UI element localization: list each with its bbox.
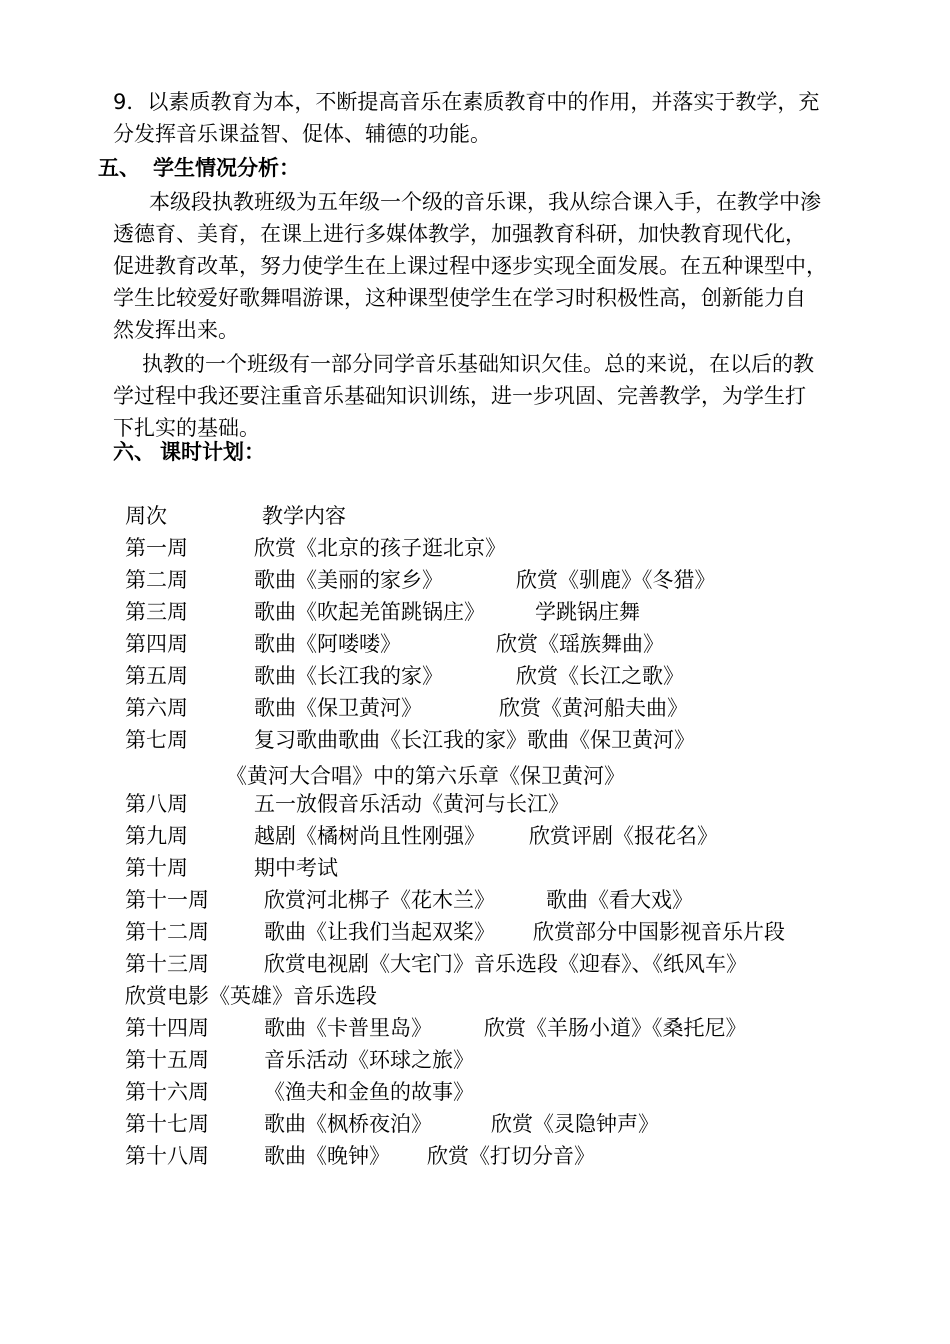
para1-line: 本级段执教班级为五年级一个级的音乐课，我从综合课入手，在教学中渗 xyxy=(149,190,821,214)
schedule-content: 欣赏《北京的孩子逛北京》 xyxy=(254,536,506,560)
schedule-content: 《黄河大合唱》中的第六乐章《保卫黄河》 xyxy=(226,764,625,788)
schedule-content: 欣赏电视剧《大宅门》音乐选段《迎春》、《纸风车》 xyxy=(264,952,747,976)
schedule-content: 期中考试 xyxy=(254,856,338,880)
schedule-content: 歌曲《长江我的家》 xyxy=(254,664,443,688)
schedule-content-extra: 欣赏《打切分音》 xyxy=(427,1144,595,1168)
schedule-week: 第五周 xyxy=(125,664,188,688)
schedule-content: 欣赏电影《英雄》音乐选段 xyxy=(125,984,377,1008)
schedule-week: 第三周 xyxy=(125,600,188,624)
schedule-content-extra: 欣赏《瑶族舞曲》 xyxy=(496,632,664,656)
schedule-week: 第十三周 xyxy=(125,952,209,976)
schedule-content-extra: 欣赏《驯鹿》《冬猎》 xyxy=(516,568,716,592)
para1-line: 然发挥出来。 xyxy=(113,318,239,342)
para2-line: 下扎实的基础。 xyxy=(113,416,260,440)
schedule-content-extra: 学跳锅庄舞 xyxy=(535,600,640,624)
schedule-week: 第九周 xyxy=(125,824,188,848)
item9-line1: 9．以素质教育为本，不断提高音乐在素质教育中的作用，并落实于教学，充 xyxy=(113,90,820,114)
schedule-content: 《渔夫和金鱼的故事》 xyxy=(264,1080,474,1104)
schedule-content: 歌曲《阿喽喽》 xyxy=(254,632,401,656)
schedule-content: 音乐活动《环球之旅》 xyxy=(264,1048,474,1072)
schedule-week: 第八周 xyxy=(125,792,188,816)
schedule-week: 第十六周 xyxy=(125,1080,209,1104)
schedule-content: 歌曲《美丽的家乡》 xyxy=(254,568,443,592)
schedule-week: 第六周 xyxy=(125,696,188,720)
schedule-content-extra: 欣赏部分中国影视音乐片段 xyxy=(533,920,785,944)
schedule-content-extra: 欣赏《羊肠小道》《桑托尼》 xyxy=(484,1016,747,1040)
item9-line2: 分发挥音乐课益智、促体、辅德的功能。 xyxy=(113,122,491,146)
schedule-content: 歌曲《保卫黄河》 xyxy=(254,696,422,720)
schedule-header-week: 周次 xyxy=(125,504,167,528)
section6-number: 六、 xyxy=(113,440,155,464)
schedule-content-extra: 欣赏《黄河船夫曲》 xyxy=(499,696,688,720)
para1-line: 学生比较爱好歌舞唱游课，这种课型使学生在学习时积极性高，创新能力自 xyxy=(113,286,806,310)
schedule-content-extra: 欣赏《长江之歌》 xyxy=(516,664,684,688)
schedule-content-extra: 歌曲《看大戏》 xyxy=(546,888,693,912)
schedule-content-extra: 欣赏评剧《报花名》 xyxy=(529,824,718,848)
section6-title: 课时计划： xyxy=(160,440,265,464)
para1-line: 透德育、美育，在课上进行多媒体教学，加强教育科研，加快教育现代化， xyxy=(113,222,806,246)
section5-title: 学生情况分析： xyxy=(153,156,300,180)
para2-line: 学过程中我还要注重音乐基础知识训练，进一步巩固、完善教学，为学生打 xyxy=(113,384,806,408)
schedule-week: 第七周 xyxy=(125,728,188,752)
schedule-content: 歌曲《让我们当起双桨》 xyxy=(264,920,495,944)
schedule-week: 第十八周 xyxy=(125,1144,209,1168)
schedule-content: 歌曲《晚钟》 xyxy=(264,1144,390,1168)
schedule-week: 第十五周 xyxy=(125,1048,209,1072)
schedule-content: 歌曲《卡普里岛》 xyxy=(264,1016,432,1040)
schedule-content: 歌曲《枫桥夜泊》 xyxy=(264,1112,432,1136)
schedule-week: 第十二周 xyxy=(125,920,209,944)
schedule-week: 第十一周 xyxy=(125,888,209,912)
schedule-week: 第十周 xyxy=(125,856,188,880)
schedule-content: 越剧《橘树尚且性刚强》 xyxy=(254,824,485,848)
schedule-content: 五一放假音乐活动《黄河与长江》 xyxy=(254,792,569,816)
schedule-content: 歌曲《吹起羌笛跳锅庄》 xyxy=(254,600,485,624)
schedule-week: 第一周 xyxy=(125,536,188,560)
schedule-content: 欣赏河北梆子《花木兰》 xyxy=(264,888,495,912)
schedule-week: 第十七周 xyxy=(125,1112,209,1136)
schedule-week: 第十四周 xyxy=(125,1016,209,1040)
schedule-header-content: 教学内容 xyxy=(262,504,346,528)
para2-line: 执教的一个班级有一部分同学音乐基础知识欠佳。总的来说，在以后的教 xyxy=(142,352,814,376)
schedule-week: 第二周 xyxy=(125,568,188,592)
schedule-content: 复习歌曲歌曲《长江我的家》歌曲《保卫黄河》 xyxy=(254,728,695,752)
section5-number: 五、 xyxy=(98,156,140,180)
schedule-week: 第四周 xyxy=(125,632,188,656)
schedule-content-extra: 欣赏《灵隐钟声》 xyxy=(491,1112,659,1136)
para1-line: 促进教育改革，努力使学生在上课过程中逐步实现全面发展。在五种课型中， xyxy=(113,254,827,278)
